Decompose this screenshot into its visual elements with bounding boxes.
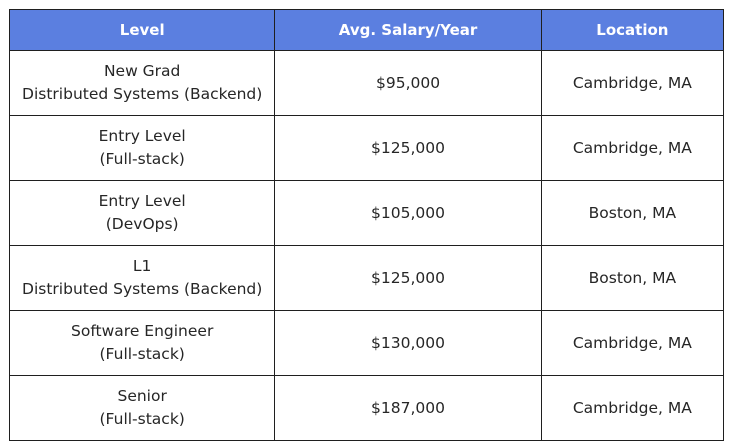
table-row (10, 311, 724, 376)
level-specialty: Distributed Systems (Backend) (22, 85, 263, 103)
level-cell (10, 116, 275, 181)
level-title: New Grad (103, 62, 181, 80)
level-cell (10, 246, 275, 311)
location-cell: Cambridge, MA (541, 51, 723, 116)
salary-table (9, 9, 724, 441)
level-title: Senior (117, 387, 167, 405)
header-location: Location (541, 10, 723, 51)
level-specialty: (Full-stack) (99, 150, 185, 168)
location-cell: Boston, MA (541, 181, 723, 246)
location-cell: Boston, MA (541, 246, 723, 311)
salary-cell: $105,000 (275, 181, 541, 246)
salary-cell: $125,000 (275, 116, 541, 181)
level-specialty: (Full-stack) (99, 410, 185, 428)
header-salary: Avg. Salary/Year (275, 10, 541, 51)
level-cell (10, 311, 275, 376)
level-cell (10, 181, 275, 246)
location-cell: Cambridge, MA (541, 116, 723, 181)
level-cell (10, 376, 275, 441)
location-cell: Cambridge, MA (541, 376, 723, 441)
table-row (10, 51, 724, 116)
level-specialty: (Full-stack) (99, 345, 185, 363)
level-title: Entry Level (98, 192, 186, 210)
salary-cell: $125,000 (275, 246, 541, 311)
table-row (10, 376, 724, 441)
level-title: Entry Level (98, 127, 186, 145)
table-body (10, 51, 724, 441)
level-cell (10, 51, 275, 116)
table-row (10, 181, 724, 246)
location-cell: Cambridge, MA (541, 311, 723, 376)
level-specialty: (DevOps) (105, 215, 179, 233)
header-level: Level (10, 10, 275, 51)
header-row (10, 10, 724, 51)
table-header (10, 10, 724, 51)
salary-cell: $187,000 (275, 376, 541, 441)
table-row (10, 116, 724, 181)
level-specialty: Distributed Systems (Backend) (22, 280, 263, 298)
level-title: L1 (132, 257, 152, 275)
salary-cell: $95,000 (275, 51, 541, 116)
level-title: Software Engineer (71, 322, 214, 340)
salary-cell: $130,000 (275, 311, 541, 376)
table-row (10, 246, 724, 311)
